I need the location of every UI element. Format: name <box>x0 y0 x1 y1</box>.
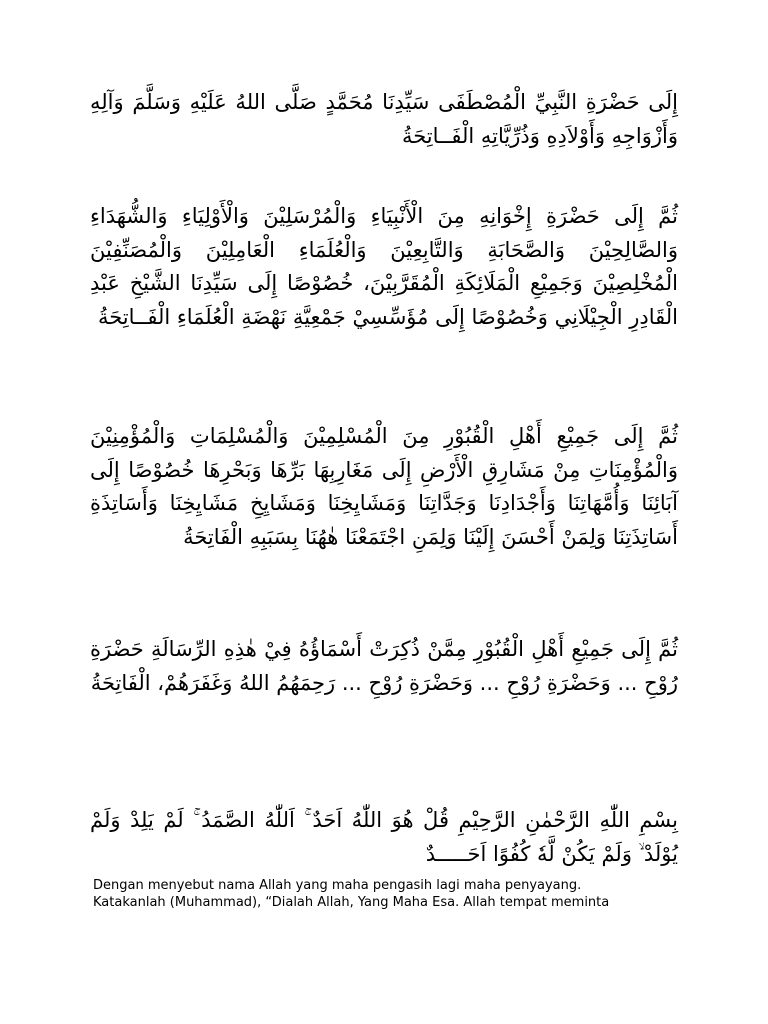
translation-line-1: Dengan menyebut nama Allah yang maha pengasih lagi maha penyayang. <box>93 878 582 893</box>
surah-ikhlas-paragraph: بِسْمِ اللّٰهِ الرَّحْمٰنِ الرَّحِيْمِ قُلْ هُوَ اللّٰهُ اَحَدٌ ۚ اَللّٰهُ الصَّمَدُ ۚ لَمْ يَلِدْ وَلَمْ يُوْلَدْ ۙ وَلَمْ يَكُنْ لَّهٗ كُفُوًا اَحَـــــدٌ <box>90 808 678 866</box>
tawassul-paragraph-named-souls: ثُمَّ إِلَى جَمِيْعِ أَهْلِ الْقُبُوْرِ مِمَّنْ ذُكِرَتْ أَسْمَاؤُهُ فِيْ هٰذِهِ الرِّسَالَةِ حَضْرَةِ رُوْحِ ... وَحَضْرَةِ رُوْحِ ... وَحَضْرَةِ رُوْحِ ... رَحِمَهُمُ اللهُ وَغَفَرَهُمْ، الْفَاتِحَةُ <box>90 637 678 695</box>
translation-text <box>93 877 693 911</box>
tawassul-paragraph-prophet: إِلَى حَضْرَةِ النَّبِيِّ الْمُصْطَفَى سَيِّدِنَا مُحَمَّدٍ صَلَّى اللهُ عَلَيْهِ وَسَلَّمَ وَآلِهِ وَأَزْوَاجِهِ وَأَوْلاَدِهِ وَذُرِّيَّاتِهِ الْفَــاتِحَةُ <box>90 90 678 148</box>
tawassul-paragraph-graves: ثُمَّ إِلَى جَمِيْعِ أَهْلِ الْقُبُوْرِ مِنَ الْمُسْلِمِيْنَ وَالْمُسْلِمَاتِ وَالْمُؤْمِنِيْنَ وَالْمُؤْمِنَاتِ مِنْ مَشَارِقِ الْأَرْضِ إِلَى مَغَارِبِهَا بَرِّهَا وَبَحْرِهَا خُصُوْصًا إِلَى آبَائِنَا وَأُمَّهَاتِنَا وَأَجْدَادِنَا وَجَدَّاتِنَا وَمَشَايِخِنَا وَمَشَايِخِ مَشَايِخِنَا وَأَسَاتِذَةِ أَسَاتِذَتِنَا وَلِمَنْ أَحْسَنَ إِلَيْنَا وَلِمَنِ اجْتَمَعْنَا هٰهُنَا بِسَبَبِهِ الْفَاتِحَةُ <box>90 424 678 549</box>
translation-line-2: Katakanlah (Muhammad), “Dialah Allah, Yang Maha Esa. Allah tempat meminta <box>93 895 610 910</box>
tawassul-paragraph-prophets-saints: ثُمَّ إِلَى حَضْرَةِ إِخْوَانِهِ مِنَ الْأَنْبِيَاءِ وَالْمُرْسَلِيْنَ وَالْأَوْلِيَاءِ وَالشُّهَدَاءِ وَالصَّالِحِيْنَ وَالصَّحَابَةِ وَالتَّابِعِيْنَ وَالْعُلَمَاءِ الْعَامِلِيْنَ وَالْمُصَنِّفِيْنَ الْمُخْلِصِيْنَ وَجَمِيْعِ الْمَلَائِكَةِ الْمُقَرَّبِيْنَ، خُصُوْصًا إِلَى سَيِّدِنَا الشَّيْخِ عَبْدِ الْقَادِرِ الْجِيْلَانِي وَخُصُوْصًا إِلَى مُؤَسِّسِيْ جَمْعِيَّةِ نَهْضَةِ الْعُلَمَاءِ الْفَــاتِحَةُ <box>90 204 678 329</box>
